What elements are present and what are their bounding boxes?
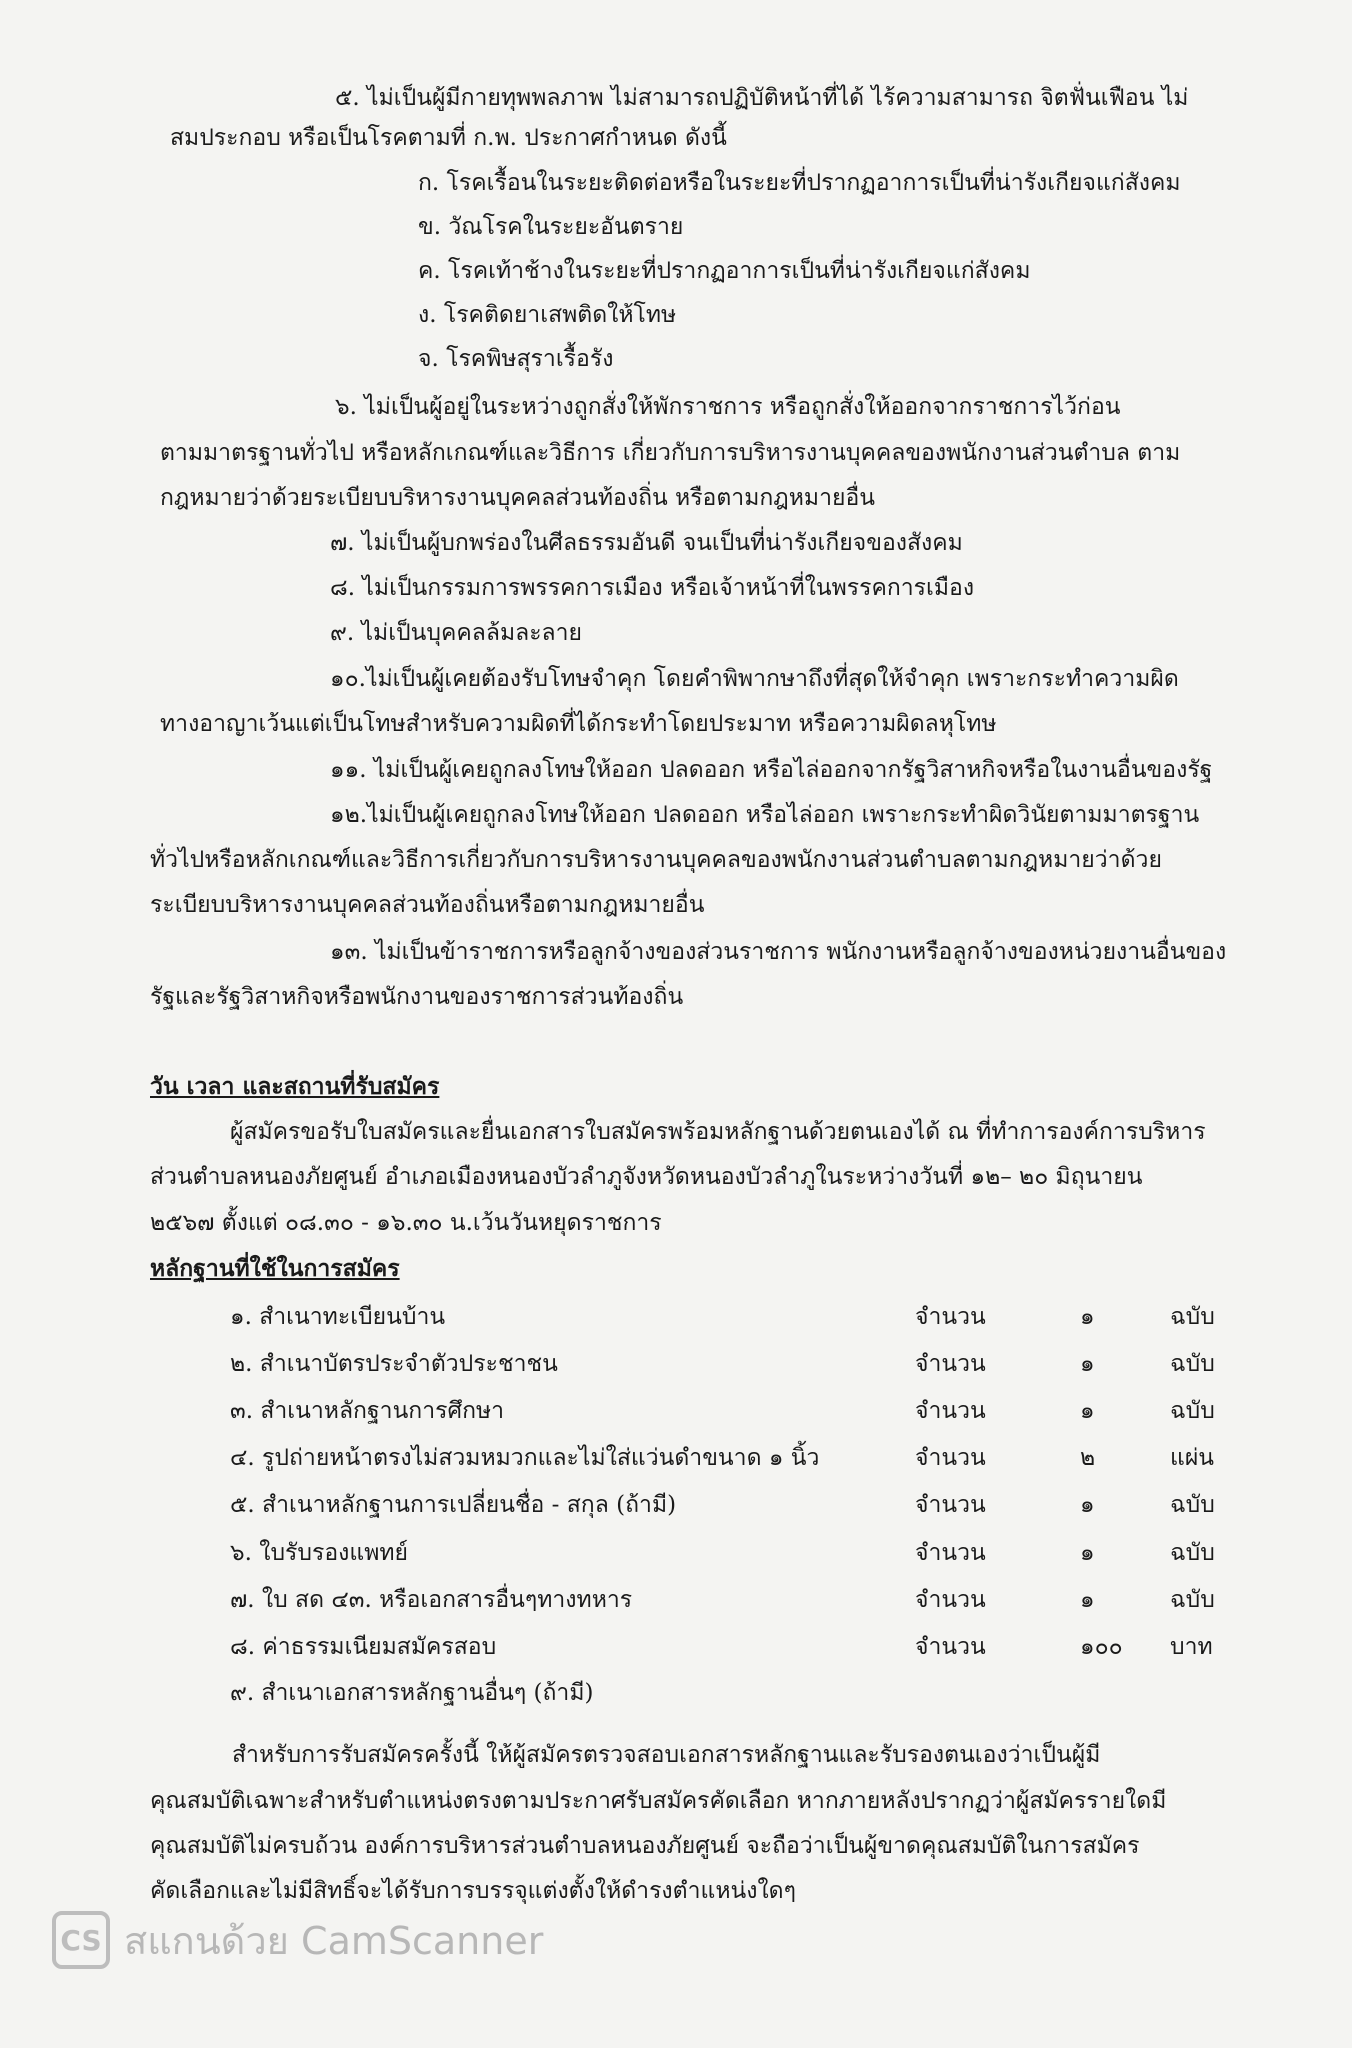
- section10-line1: ๑๐.ไม่เป็นผู้เคยต้องรับโทษจำคุก โดยคำพิพากษาถึงที่สุดให้จำคุก เพราะกระทำความผิด: [330, 666, 1179, 692]
- section10-line2: ทางอาญาเว้นแต่เป็นโทษสำหรับความผิดที่ได้กระทำโดยประมาท หรือความผิดลหุโทษ: [160, 711, 997, 737]
- document-quantity: ๑: [1080, 1540, 1095, 1566]
- document-item: ๖. ใบรับรองแพทย์: [230, 1540, 409, 1566]
- document-row: [230, 1443, 1230, 1479]
- document-unit: ฉบับ: [1170, 1540, 1215, 1566]
- application-line3: ๒๕๖๗ ตั้งแต่ ๐๘.๓๐ - ๑๖.๓๐ น.เว้นวันหยุดราชการ: [150, 1210, 662, 1236]
- document-row: [230, 1490, 1230, 1526]
- section6-line3: กฎหมายว่าด้วยระเบียบบริหารงานบุคคลส่วนท้องถิ่น หรือตามกฎหมายอื่น: [160, 485, 875, 511]
- closing-line1: สำหรับการรับสมัครครั้งนี้ ให้ผู้สมัครตรวจสอบเอกสารหลักฐานและรับรองตนเองว่าเป็นผู้มี: [232, 1742, 1101, 1768]
- document-row: [230, 1396, 1230, 1432]
- application-line2: ส่วนตำบลหนองภัยศูนย์ อำเภอเมืองหนองบัวลำภูจังหวัดหนองบัวลำภูในระหว่างวันที่ ๑๒– ๒๐ มิถุนายน: [150, 1164, 1143, 1190]
- closing-line3: คุณสมบัติไม่ครบถ้วน องค์การบริหารส่วนตำบลหนองภัยศูนย์ จะถือว่าเป็นผู้ขาดคุณสมบัติในการสมัคร: [150, 1833, 1140, 1859]
- document-quantity-label: จำนวน: [915, 1540, 986, 1566]
- document-quantity: ๑๐๐: [1080, 1634, 1123, 1660]
- document-quantity-label: จำนวน: [915, 1304, 986, 1330]
- document-quantity: ๑: [1080, 1304, 1095, 1330]
- closing-line2: คุณสมบัติเฉพาะสำหรับตำแหน่งตรงตามประกาศรับสมัครคัดเลือก หากภายหลังปรากฏว่าผู้สมัครรายใดมี: [150, 1788, 1167, 1814]
- section12-line1: ๑๒.ไม่เป็นผู้เคยถูกลงโทษให้ออก ปลดออก หรือไล่ออก เพราะกระทำผิดวินัยตามมาตรฐาน: [330, 802, 1200, 828]
- section12-line3: ระเบียบบริหารงานบุคคลส่วนท้องถิ่นหรือตามกฎหมายอื่น: [150, 892, 705, 918]
- disease-item: ก. โรคเรื้อนในระยะติดต่อหรือในระยะที่ปรากฏอาการเป็นที่น่ารังเกียจแก่สังคม: [418, 170, 1181, 196]
- document-quantity-label: จำนวน: [915, 1634, 986, 1660]
- document-quantity: ๑: [1080, 1398, 1095, 1424]
- document-item: ๑. สำเนาทะเบียนบ้าน: [230, 1304, 446, 1330]
- document-row: [230, 1349, 1230, 1385]
- document-item: ๗. ใบ สด ๔๓. หรือเอกสารอื่นๆทางทหาร: [230, 1587, 633, 1613]
- document-quantity-label: จำนวน: [915, 1398, 986, 1424]
- document-quantity: ๑: [1080, 1587, 1095, 1613]
- section11: ๑๑. ไม่เป็นผู้เคยถูกลงโทษให้ออก ปลดออก หรือไล่ออกจากรัฐวิสาหกิจหรือในงานอื่นของรัฐ: [330, 757, 1213, 783]
- document-quantity-label: จำนวน: [915, 1492, 986, 1518]
- document-row: [230, 1678, 1230, 1714]
- section12-line2: ทั่วไปหรือหลักเกณฑ์และวิธีการเกี่ยวกับการบริหารงานบุคคลของพนักงานส่วนตำบลตามกฎหมายว่าด้วย: [150, 847, 1162, 873]
- document-quantity: ๑: [1080, 1492, 1095, 1518]
- camscanner-watermark: [52, 1910, 543, 1970]
- section6-line1: ๖. ไม่เป็นผู้อยู่ในระหว่างถูกสั่งให้พักราชการ หรือถูกสั่งให้ออกจากราชการไว้ก่อน: [335, 394, 1121, 420]
- document-unit: บาท: [1170, 1634, 1213, 1660]
- section6-line2: ตามมาตรฐานทั่วไป หรือหลักเกณฑ์และวิธีการ เกี่ยวกับการบริหารงานบุคคลของพนักงานส่วนตำบล ตาม: [160, 440, 1181, 466]
- document-row: [230, 1302, 1230, 1338]
- document-item: ๙. สำเนาเอกสารหลักฐานอื่นๆ (ถ้ามี): [230, 1680, 594, 1706]
- section8: ๘. ไม่เป็นกรรมการพรรคการเมือง หรือเจ้าหน้าที่ในพรรคการเมือง: [330, 575, 975, 601]
- document-quantity: ๑: [1080, 1351, 1095, 1377]
- closing-line4: คัดเลือกและไม่มีสิทธิ์จะได้รับการบรรจุแต่งตั้งให้ดำรงตำแหน่งใดๆ: [150, 1878, 796, 1904]
- document-item: ๒. สำเนาบัตรประจำตัวประชาชน: [230, 1351, 558, 1377]
- section13-line2: รัฐและรัฐวิสาหกิจหรือพนักงานของราชการส่วนท้องถิ่น: [150, 984, 684, 1010]
- disease-item: จ. โรคพิษสุราเรื้อรัง: [418, 346, 614, 372]
- document-item: ๓. สำเนาหลักฐานการศึกษา: [230, 1398, 505, 1424]
- application-line1: ผู้สมัครขอรับใบสมัครและยื่นเอกสารใบสมัครพร้อมหลักฐานด้วยตนเองได้ ณ ที่ทำการองค์การบริหาร: [230, 1119, 1206, 1145]
- document-unit: ฉบับ: [1170, 1398, 1215, 1424]
- disease-item: ข. วัณโรคในระยะอันตราย: [418, 214, 684, 240]
- disease-item: ง. โรคติดยาเสพติดให้โทษ: [418, 302, 677, 328]
- document-quantity-label: จำนวน: [915, 1445, 986, 1471]
- document-item: ๔. รูปถ่ายหน้าตรงไม่สวมหมวกและไม่ใส่แว่นดำขนาด ๑ นิ้ว: [230, 1445, 820, 1471]
- document-item: ๘. ค่าธรรมเนียมสมัครสอบ: [230, 1634, 497, 1660]
- document-unit: ฉบับ: [1170, 1492, 1215, 1518]
- section5-line2: สมประกอบ หรือเป็นโรคตามที่ ก.พ. ประกาศกำหนด ดังนี้: [170, 125, 727, 151]
- documents-heading: หลักฐานที่ใช้ในการสมัคร: [150, 1255, 400, 1282]
- document-quantity-label: จำนวน: [915, 1351, 986, 1377]
- section5-line1: ๕. ไม่เป็นผู้มีกายทุพพลภาพ ไม่สามารถปฏิบัติหน้าที่ได้ ไร้ความสามารถ จิตฟั่นเฟือน ไม่: [335, 85, 1189, 111]
- section13-line1: ๑๓. ไม่เป็นข้าราชการหรือลูกจ้างของส่วนราชการ พนักงานหรือลูกจ้างของหน่วยงานอื่นของ: [330, 939, 1227, 965]
- document-row: [230, 1632, 1230, 1668]
- section9: ๙. ไม่เป็นบุคคลล้มละลาย: [330, 620, 583, 646]
- document-unit: แผ่น: [1170, 1445, 1215, 1471]
- disease-item: ค. โรคเท้าช้างในระยะที่ปรากฏอาการเป็นที่น่ารังเกียจแก่สังคม: [418, 258, 1031, 284]
- document-quantity: ๒: [1080, 1445, 1096, 1471]
- document-item: ๕. สำเนาหลักฐานการเปลี่ยนชื่อ - สกุล (ถ้ามี): [230, 1492, 677, 1518]
- camscanner-text: สแกนด้วย CamScanner: [124, 1918, 544, 1963]
- document-row: [230, 1538, 1230, 1574]
- document-row: [230, 1585, 1230, 1621]
- document-unit: ฉบับ: [1170, 1304, 1215, 1330]
- camscanner-logo-icon: CS: [52, 1911, 110, 1969]
- document-quantity-label: จำนวน: [915, 1587, 986, 1613]
- document-unit: ฉบับ: [1170, 1351, 1215, 1377]
- section7: ๗. ไม่เป็นผู้บกพร่องในศีลธรรมอันดี จนเป็นที่น่ารังเกียจของสังคม: [330, 530, 963, 556]
- document-unit: ฉบับ: [1170, 1587, 1215, 1613]
- application-heading: วัน เวลา และสถานที่รับสมัคร: [150, 1073, 440, 1100]
